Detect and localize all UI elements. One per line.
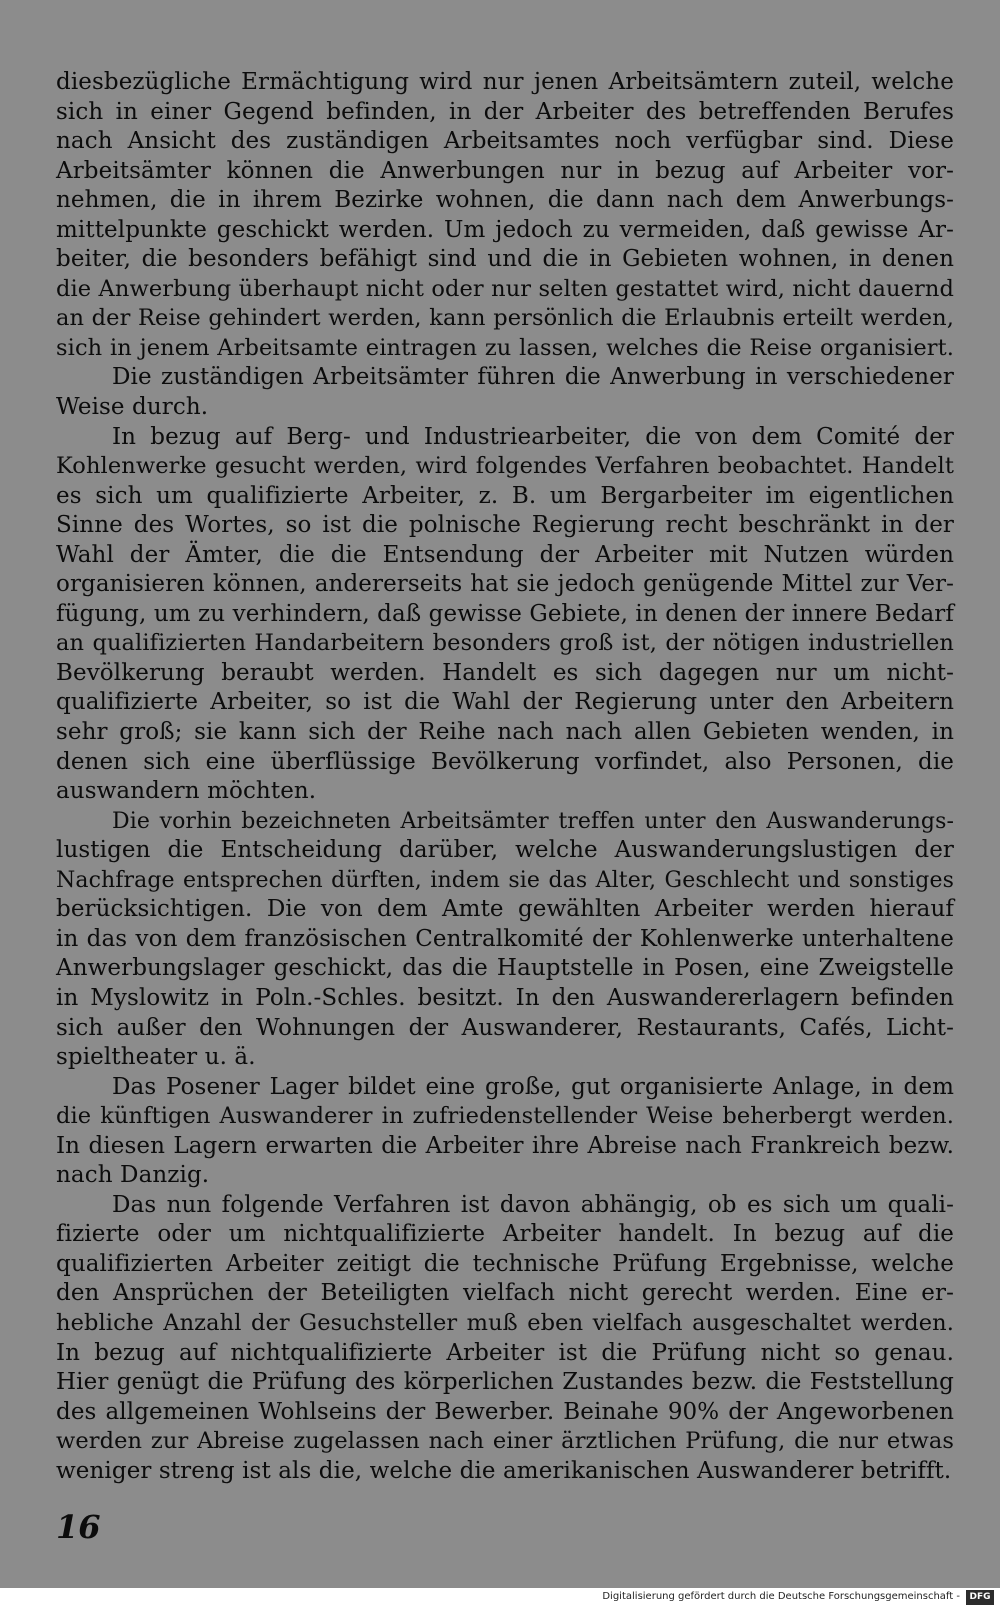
text-line: an qualifizierten Handarbeitern besonders groß ist, der nötigen industriellen — [56, 630, 954, 657]
text-line: fügung, um zu verhindern, daß gewisse Gebiete, in denen der innere Bedarf — [56, 600, 954, 627]
text-line: Das Posener Lager bildet eine große, gut organisierte Anlage, in dem — [112, 1073, 954, 1100]
text-line: berücksichtigen. Die von dem Amte gewählten Arbeiter werden hierauf — [56, 896, 954, 923]
text-line: Anwerbungslager geschickt, das die Hauptstelle in Posen, eine Zweigstelle — [56, 955, 954, 982]
text-line: weniger streng ist als die, welche die amerikanischen Auswanderer betrifft. — [56, 1457, 952, 1484]
text-line: In bezug auf nichtqualifizierte Arbeiter ist die Prüfung nicht so genau. — [56, 1339, 954, 1366]
digitization-footer — [0, 1588, 1000, 1608]
text-line: nach Ansicht des zuständigen Arbeitsamtes noch verfügbar sind. Diese — [56, 128, 954, 155]
text-line: Bevölkerung beraubt werden. Handelt es sich dagegen nur um nicht- — [56, 659, 954, 686]
text-line: den Ansprüchen der Beteiligten vielfach nicht gerecht werden. Eine er- — [56, 1280, 954, 1307]
text-line: des allgemeinen Wohlseins der Bewerber. Beinahe 90% der Angeworbenen — [56, 1398, 954, 1425]
dfg-logo-icon: DFG — [966, 1590, 994, 1605]
text-line: in Myslowitz in Poln.-Schles. besitzt. In den Auswandererlagern befinden — [56, 984, 954, 1011]
text-line: diesbezügliche Ermächtigung wird nur jenen Arbeitsämtern zuteil, welche — [56, 69, 954, 95]
text-line: denen sich eine überflüssige Bevölkerung vorfindet, also Personen, die — [56, 748, 954, 775]
text-line: mittelpunkte geschickt werden. Um jedoch zu vermeiden, daß gewisse Ar- — [56, 216, 954, 243]
text-line: qualifizierte Arbeiter, so ist die Wahl der Regierung unter den Arbeitern — [56, 689, 954, 716]
text-line: Wahl der Ämter, die die Entsendung der Arbeiter mit Nutzen würden — [56, 541, 954, 568]
text-line: beiter, die besonders befähigt sind und die in Gebieten wohnen, in denen — [56, 246, 954, 273]
text-line: nach Danzig. — [56, 1162, 210, 1189]
text-line: werden zur Abreise zugelassen nach einer ärztlichen Prüfung, die nur etwas — [56, 1428, 954, 1455]
text-line: sich in einer Gegend befinden, in der Arbeiter des betreffenden Berufes — [56, 98, 954, 125]
text-line: Die zuständigen Arbeitsämter führen die Anwerbung in verschiedener — [112, 364, 954, 391]
text-line: hebliche Anzahl der Gesuchsteller muß eben vielfach ausgeschaltet werden. — [56, 1309, 954, 1336]
text-line: auswandern möchten. — [56, 778, 317, 805]
text-line: Sinne des Wortes, so ist die polnische Regierung recht beschränkt in der — [56, 512, 954, 539]
text-line: Die vorhin bezeichneten Arbeitsämter treffen unter den Auswanderungs- — [112, 808, 954, 834]
text-line: lustigen die Entscheidung darüber, welche Auswanderungslustigen der — [56, 837, 954, 864]
text-line: nehmen, die in ihrem Bezirke wohnen, die dann nach dem Anwerbungs- — [56, 187, 954, 214]
footer-credit: Digitalisierung gefördert durch die Deutsche Forschungsgemeinschaft - — [602, 1591, 960, 1602]
text-line: sehr groß; sie kann sich der Reihe nach nach allen Gebieten wenden, in — [56, 719, 954, 746]
text-line: Kohlenwerke gesucht werden, wird folgendes Verfahren beobachtet. Handelt — [56, 453, 954, 480]
text-line: spieltheater u. ä. — [56, 1044, 256, 1071]
text-line: fizierte oder um nichtqualifizierte Arbeiter handelt. In bezug auf die — [56, 1221, 954, 1248]
body-text — [56, 68, 954, 1486]
text-line: Arbeitsämter können die Anwerbungen nur in bezug auf Arbeiter vor- — [56, 157, 954, 184]
text-line: in das von dem französischen Centralkomité der Kohlenwerke unterhaltene — [56, 925, 954, 952]
text-line: sich in jenem Arbeitsamte eintragen zu lassen, welches die Reise organisiert. — [56, 334, 954, 361]
text-line: sich außer den Wohnungen der Auswanderer, Restaurants, Cafés, Licht- — [56, 1014, 954, 1041]
page-number: 16 — [56, 1508, 101, 1546]
text-line: Nachfrage entsprechen dürften, indem sie das Alter, Geschlecht und sonstiges — [56, 867, 954, 893]
text-line: Das nun folgende Verfahren ist davon abhängig, ob es sich um quali- — [112, 1191, 954, 1218]
text-line: Hier genügt die Prüfung des körperlichen Zustandes bezw. die Feststellung — [56, 1369, 954, 1396]
text-line: In diesen Lagern erwarten die Arbeiter ihre Abreise nach Frankreich bezw. — [56, 1132, 954, 1159]
text-line: es sich um qualifizierte Arbeiter, z. B. um Bergarbeiter im eigentlichen — [56, 482, 954, 509]
text-line: die Anwerbung überhaupt nicht oder nur selten gestattet wird, nicht dauernd — [56, 275, 954, 302]
text-line: qualifizierten Arbeiter zeitigt die technische Prüfung Ergebnisse, welche — [56, 1250, 954, 1277]
text-line: die künftigen Auswanderer in zufriedenstellender Weise beherbergt werden. — [56, 1103, 954, 1130]
text-line: organisieren können, andererseits hat sie jedoch genügende Mittel zur Ver- — [56, 571, 954, 598]
text-line: Weise durch. — [56, 394, 209, 421]
text-line: an der Reise gehindert werden, kann persönlich die Erlaubnis erteilt werden, — [56, 305, 954, 332]
text-line: In bezug auf Berg- und Industriearbeiter, die von dem Comité der — [112, 423, 954, 450]
